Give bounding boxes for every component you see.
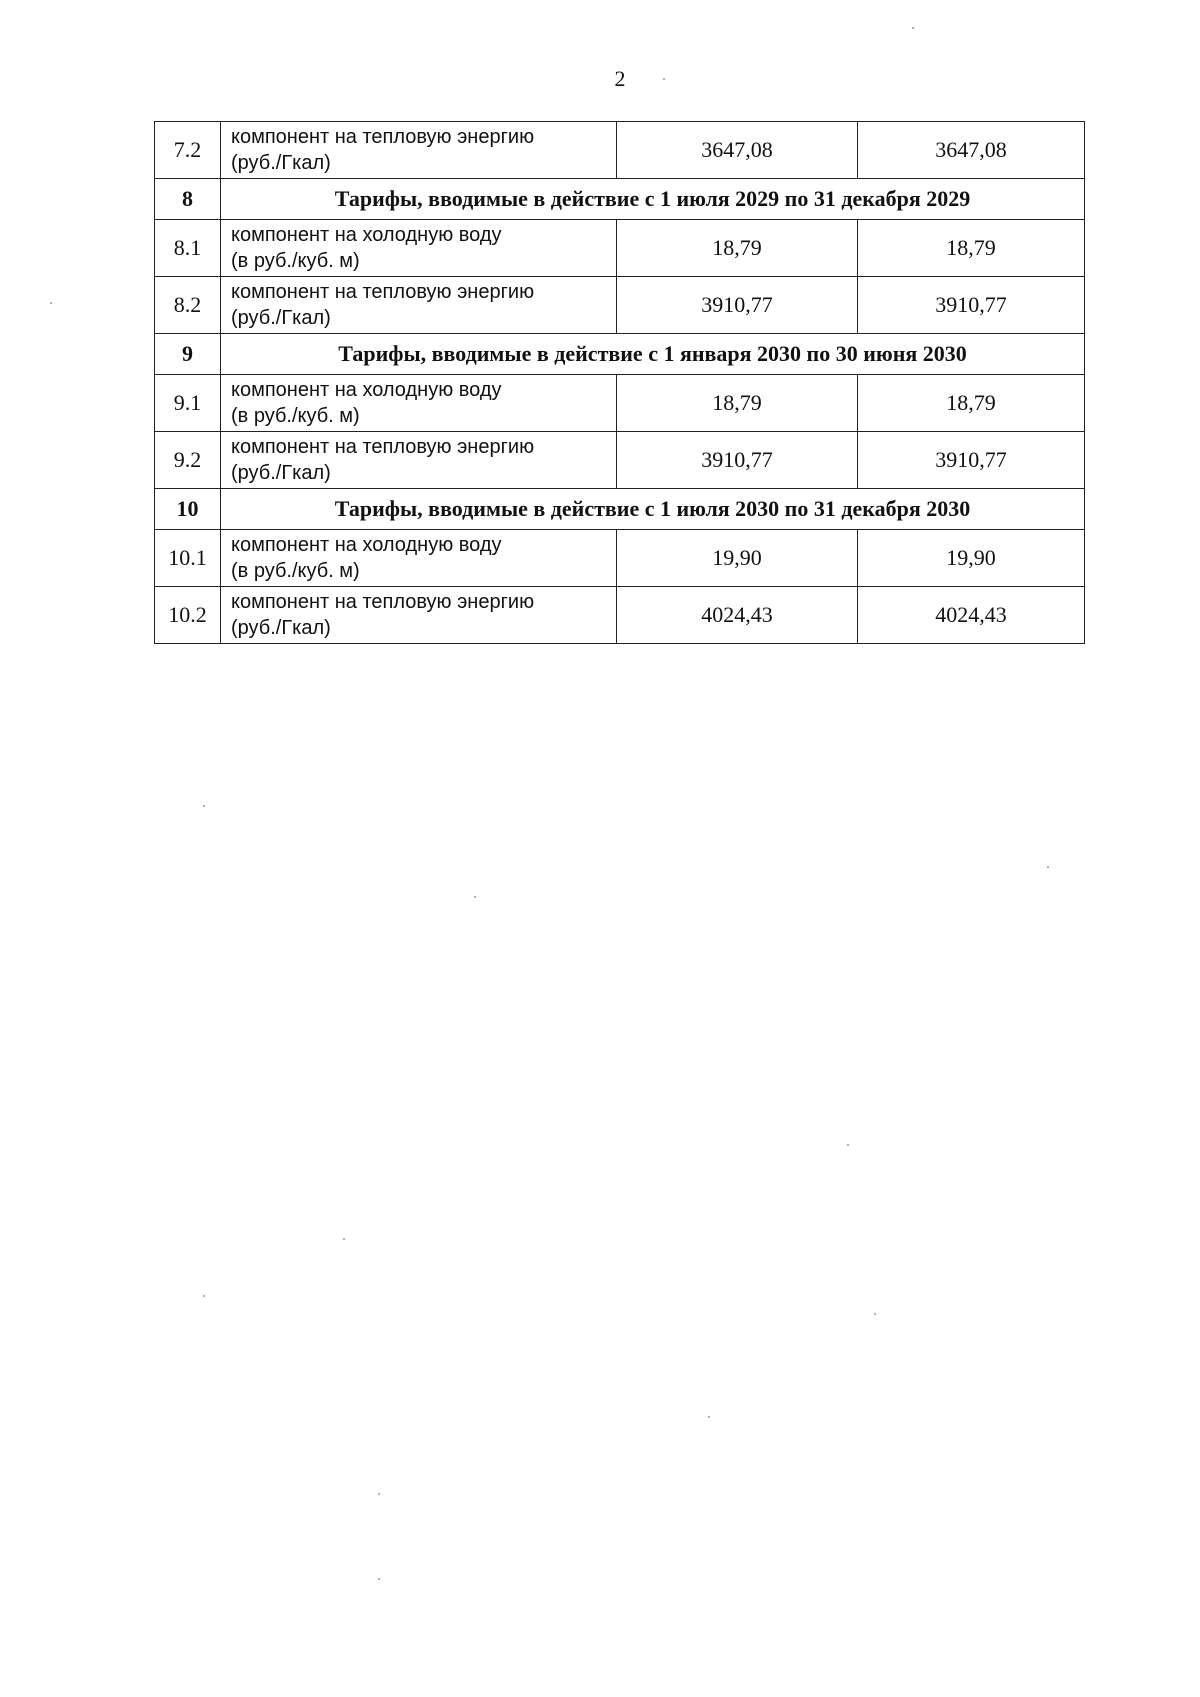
scan-speck — [708, 1416, 710, 1418]
item-description — [221, 375, 617, 432]
table-row — [155, 432, 1085, 489]
tariff-value-2: 18,79 — [858, 375, 1085, 432]
tariff-table-body — [155, 122, 1085, 644]
scan-speck — [203, 805, 205, 807]
item-number: 8.1 — [155, 220, 221, 277]
scan-speck — [663, 78, 665, 80]
tariff-value-2: 19,90 — [858, 530, 1085, 587]
tariff-value-1: 3910,77 — [617, 277, 858, 334]
item-number: 9.2 — [155, 432, 221, 489]
scan-speck — [378, 1493, 380, 1495]
description-line-2: (в руб./куб. м) — [231, 250, 360, 272]
tariff-value-1: 4024,43 — [617, 587, 858, 644]
description-line-1: компонент на холодную воду — [231, 379, 502, 401]
scan-speck — [847, 1144, 849, 1146]
scan-speck — [50, 302, 52, 304]
scan-speck — [474, 896, 476, 898]
tariff-table — [154, 121, 1085, 644]
item-number: 10.2 — [155, 587, 221, 644]
description-line-2: (в руб./куб. м) — [231, 405, 360, 427]
description-line-1: компонент на тепловую энергию — [231, 591, 535, 613]
section-number: 8 — [155, 179, 221, 220]
item-number: 8.2 — [155, 277, 221, 334]
description-line-1: компонент на холодную воду — [231, 224, 502, 246]
item-description — [221, 530, 617, 587]
description-line-1: компонент на тепловую энергию — [231, 281, 535, 303]
table-row — [155, 375, 1085, 432]
description-line-2: (руб./Гкал) — [231, 462, 331, 484]
scan-speck — [378, 1578, 380, 1580]
item-description — [221, 277, 617, 334]
tariff-value-2: 18,79 — [858, 220, 1085, 277]
description-line-1: компонент на тепловую энергию — [231, 126, 535, 148]
description-line-1: компонент на тепловую энергию — [231, 436, 535, 458]
description-line-2: (руб./Гкал) — [231, 617, 331, 639]
table-row — [155, 122, 1085, 179]
scan-speck — [203, 1295, 205, 1297]
tariff-value-2: 3910,77 — [858, 277, 1085, 334]
section-title: Тарифы, вводимые в действие с 1 июля 2029 по 31 декабря 2029 — [221, 179, 1085, 220]
item-description — [221, 587, 617, 644]
table-row — [155, 530, 1085, 587]
scan-speck — [1047, 866, 1049, 868]
section-header-row — [155, 489, 1085, 530]
tariff-value-1: 3647,08 — [617, 122, 858, 179]
section-title: Тарифы, вводимые в действие с 1 июля 2030 по 31 декабря 2030 — [221, 489, 1085, 530]
scan-speck — [343, 1238, 345, 1240]
tariff-value-2: 4024,43 — [858, 587, 1085, 644]
scan-speck — [874, 1313, 876, 1315]
tariff-value-1: 18,79 — [617, 375, 858, 432]
section-title: Тарифы, вводимые в действие с 1 января 2030 по 30 июня 2030 — [221, 334, 1085, 375]
item-number: 10.1 — [155, 530, 221, 587]
table-row — [155, 277, 1085, 334]
description-line-2: (в руб./куб. м) — [231, 560, 360, 582]
scan-speck — [912, 27, 914, 29]
table-row — [155, 220, 1085, 277]
tariff-value-2: 3647,08 — [858, 122, 1085, 179]
description-line-2: (руб./Гкал) — [231, 307, 331, 329]
page-number: 2 — [614, 66, 626, 91]
tariff-value-1: 19,90 — [617, 530, 858, 587]
item-number: 7.2 — [155, 122, 221, 179]
description-line-2: (руб./Гкал) — [231, 152, 331, 174]
item-description — [221, 432, 617, 489]
tariff-value-1: 3910,77 — [617, 432, 858, 489]
item-description — [221, 220, 617, 277]
description-line-1: компонент на холодную воду — [231, 534, 502, 556]
item-description — [221, 122, 617, 179]
section-number: 10 — [155, 489, 221, 530]
section-number: 9 — [155, 334, 221, 375]
section-header-row — [155, 179, 1085, 220]
section-header-row — [155, 334, 1085, 375]
item-number: 9.1 — [155, 375, 221, 432]
tariff-value-2: 3910,77 — [858, 432, 1085, 489]
tariff-value-1: 18,79 — [617, 220, 858, 277]
table-row — [155, 587, 1085, 644]
